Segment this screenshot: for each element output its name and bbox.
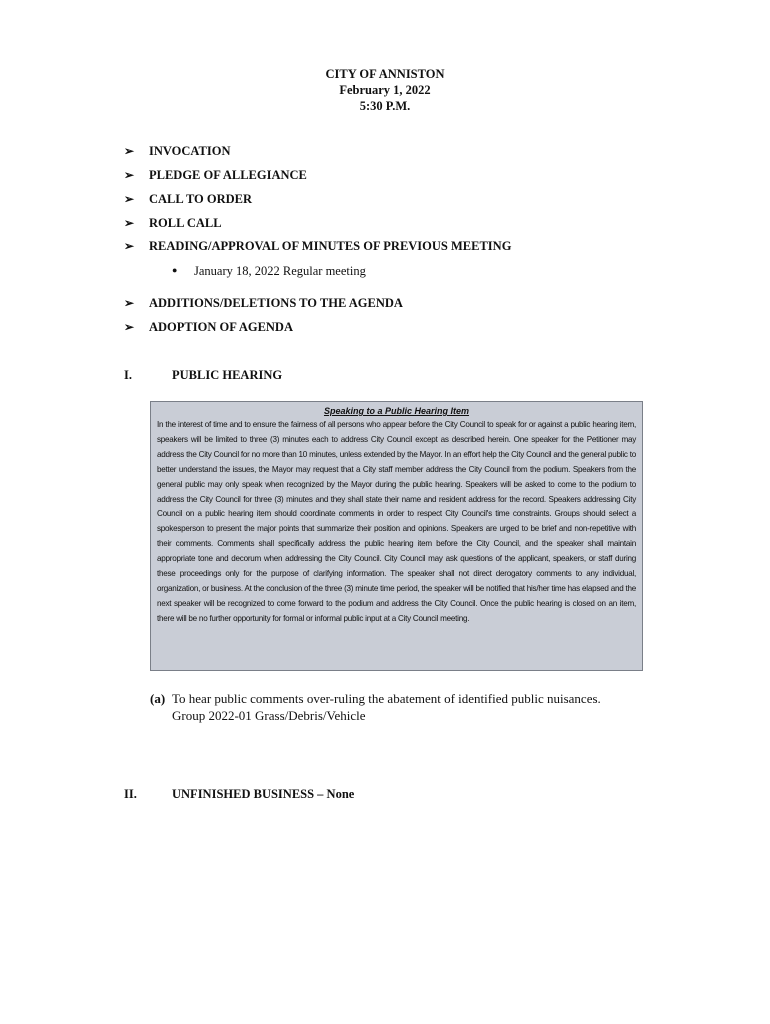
agenda-item-label: INVOCATION <box>149 144 231 158</box>
round-bullet-icon: ● <box>172 265 178 275</box>
arrow-bullet-icon: ➢ <box>124 168 135 182</box>
agenda-item-label: ADDITIONS/DELETIONS TO THE AGENDA <box>149 296 403 310</box>
meeting-date: February 1, 2022 <box>339 83 431 97</box>
item-group: Group 2022-01 Grass/Debris/Vehicle <box>172 708 366 723</box>
agenda-item-call-to-order <box>124 192 252 207</box>
agenda-item-invocation <box>124 144 230 159</box>
section-title: PUBLIC HEARING <box>172 368 283 382</box>
section-public-hearing-heading <box>124 368 282 383</box>
agenda-item-label: READING/APPROVAL OF MINUTES OF PREVIOUS MEETING <box>149 239 512 253</box>
arrow-bullet-icon: ➢ <box>124 320 135 334</box>
arrow-bullet-icon: ➢ <box>124 239 135 253</box>
agenda-item-adoption <box>124 320 293 335</box>
minutes-sub-item <box>172 264 366 279</box>
item-label: (a) <box>150 691 166 706</box>
agenda-item-label: CALL TO ORDER <box>149 192 253 206</box>
meeting-header <box>0 66 770 114</box>
arrow-bullet-icon: ➢ <box>124 144 135 158</box>
arrow-bullet-icon: ➢ <box>124 192 135 206</box>
agenda-item-minutes <box>124 239 511 254</box>
rules-box-text: In the interest of time and to ensure the fairness of all persons who appear before the City Council to speak for or against a public hearing item, speakers will be limited to three (3) minutes each to address City Council except as described herein. One speaker for the Petitioner may address the City Council for no more than 10 minutes, unless extended by the Mayor. In an effort help the City Council and the general public to better understand the issues, the Mayor may request that a City staff member address the City Council from the podium. Speakers from the general public may only speak when recognized by the Mayor during the public hearing. Speakers will be asked to come to the podium to address the City Council for three (3) minutes and they shall state their name and resident address for the record. Speakers addressing City Council on a public hearing item should coordinate comments in order to respect City Council's time constraints. Groups should select a spokesperson to present the major points that summarize their position and opinions. Speakers are urged to be brief and non-repetitive with their comments. Comments shall specifically address the public hearing item before the City Council, and the speaker shall maintain appropriate tone and decorum when addressing the City Council. City Council may ask questions of the applicant, speakers, or staff during these proceedings only for the purpose of clarifying information. The speaker shall not direct derogatory comments to any individual, organization, or business. At the conclusion of the three (3) minute time period, the speaker will be notified that his/her time has elapsed and the next speaker will be recognized to come forward to the podium and address the City Council. Once the public hearing is closed on an item, there will be no further opportunity for formal or informal public input at a City Council meeting. <box>157 420 636 623</box>
agenda-item-label: ADOPTION OF AGENDA <box>149 320 293 334</box>
public-hearing-item-a <box>150 690 670 724</box>
section-unfinished-business-heading <box>124 787 354 802</box>
section-number: I. <box>124 368 132 382</box>
section-title: UNFINISHED BUSINESS – None <box>172 787 355 801</box>
sub-item-label: January 18, 2022 Regular meeting <box>194 264 366 278</box>
agenda-item-additions <box>124 296 403 311</box>
arrow-bullet-icon: ➢ <box>124 296 135 310</box>
agenda-item-label: PLEDGE OF ALLEGIANCE <box>149 168 307 182</box>
public-hearing-rules-box <box>150 401 643 671</box>
rules-box-title: Speaking to a Public Hearing Item <box>323 406 470 416</box>
section-number: II. <box>124 787 137 801</box>
agenda-item-label: ROLL CALL <box>149 216 222 230</box>
arrow-bullet-icon: ➢ <box>124 216 135 230</box>
city-name: CITY OF ANNISTON <box>325 67 445 81</box>
agenda-item-pledge <box>124 168 307 183</box>
meeting-time: 5:30 P.M. <box>359 99 411 113</box>
agenda-item-roll-call <box>124 216 222 231</box>
item-description: To hear public comments over-ruling the abatement of identified public nuisances. <box>172 691 601 706</box>
